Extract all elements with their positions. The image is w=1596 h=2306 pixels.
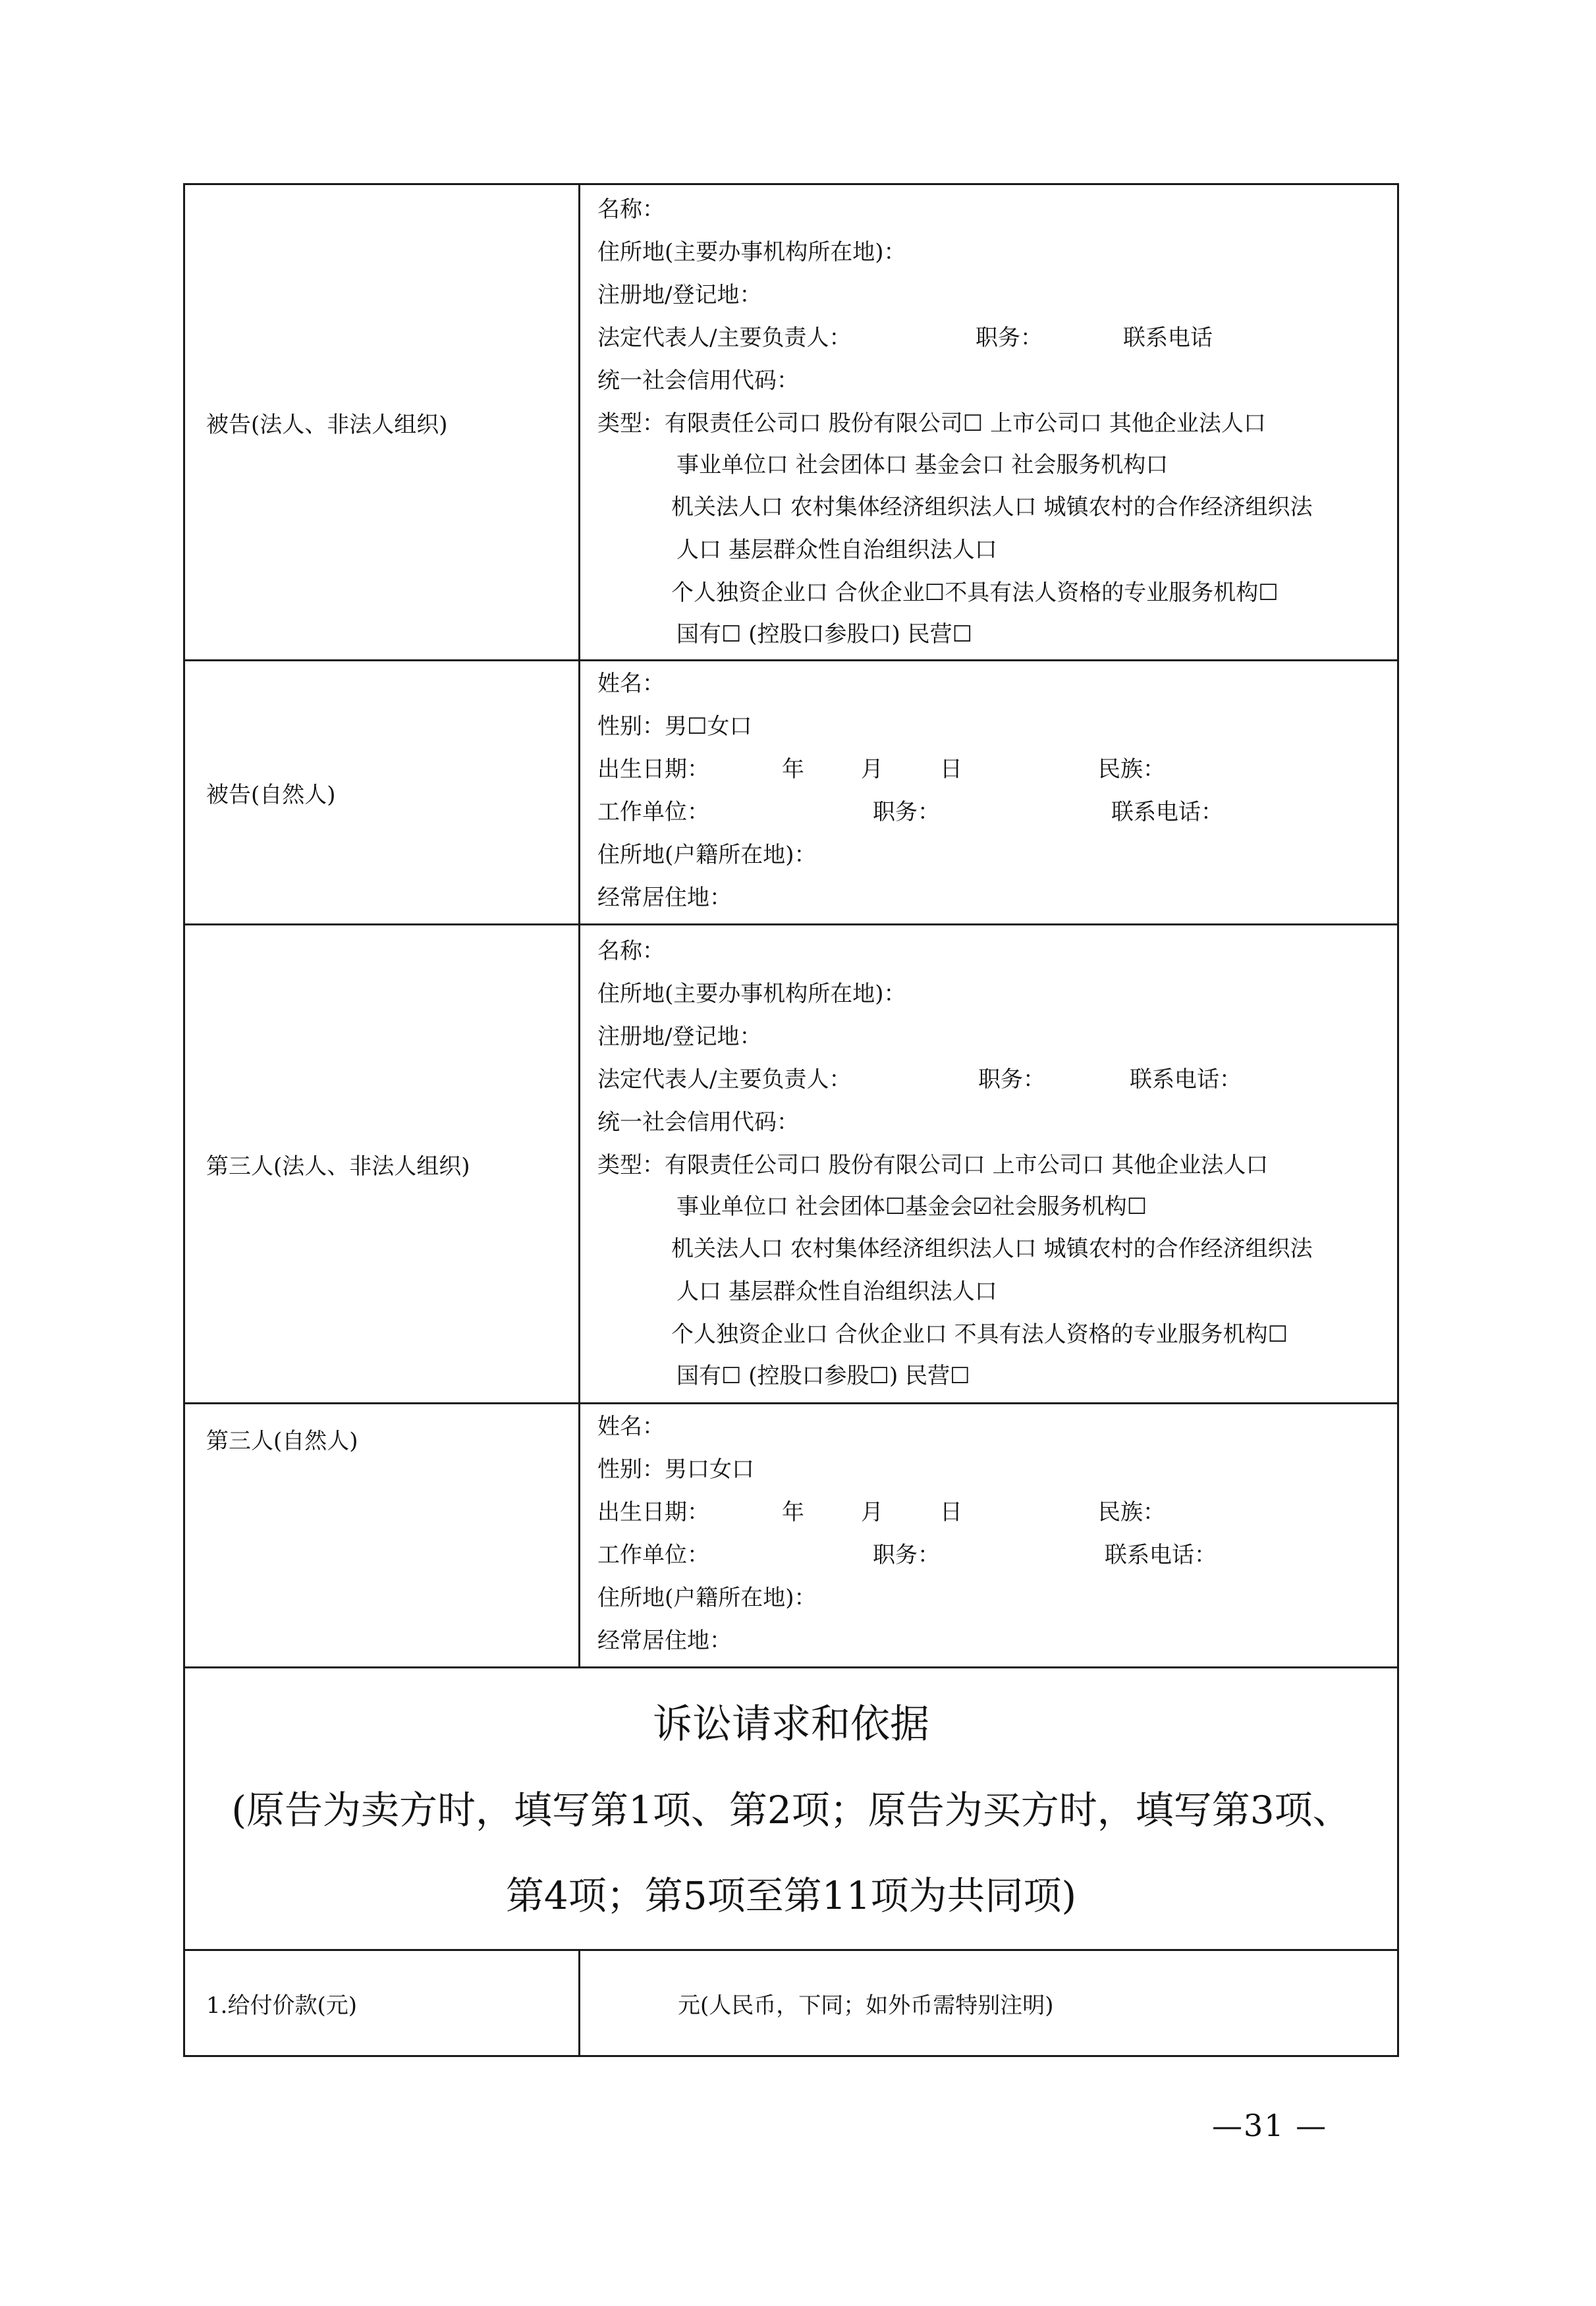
position-field: 职务： — [873, 799, 940, 825]
birth-year: 年 — [782, 1499, 804, 1525]
residence-field: 经常居住地： — [597, 885, 732, 911]
type-line-2: 事业单位口 社会团体☐基金会☑社会服务机构☐ — [676, 1193, 1147, 1220]
item-1-value: 元(人民币，下同；如外币需特别注明) — [580, 1950, 1398, 2056]
third-person-label: 第三人(自然人) — [184, 1404, 580, 1668]
section-note-line-2: 第4项；第5项至第11项为共同项) — [505, 1873, 1077, 1918]
section-title: 诉讼请求和依据 — [653, 1701, 929, 1747]
defendant-org-row — [184, 184, 1398, 661]
phone-field: 联系电话： — [1105, 1542, 1217, 1568]
claims-section-row — [184, 1668, 1398, 1950]
birth-month: 月 — [861, 1499, 883, 1525]
page-number: —31 — — [1212, 2108, 1328, 2143]
type-line-2: 事业单位口 社会团体口 基金会口 社会服务机构口 — [676, 451, 1169, 478]
type-line-3: 机关法人口 农村集体经济组织法人口 城镇农村的合作经济组织法 — [671, 1235, 1313, 1262]
defendant-person-label: 被告(自然人) — [184, 661, 580, 925]
position-field: 职务： — [873, 1542, 940, 1568]
name-field: 姓名： — [597, 1414, 665, 1440]
claims-section-header — [184, 1668, 1398, 1950]
type-line-3: 机关法人口 农村集体经济组织法人口 城镇农村的合作经济组织法 — [671, 493, 1313, 520]
phone-field: 联系电话： — [1130, 1066, 1242, 1093]
type-line-6: 国有☐ (控股口参股口) 民营☐ — [676, 620, 973, 647]
third-org-row — [184, 925, 1398, 1404]
legal-rep-field: 法定代表人/主要负责人： — [597, 1066, 852, 1093]
birth-year: 年 — [782, 756, 804, 782]
birth-label: 出生日期： — [597, 1499, 709, 1525]
name-field: 姓名： — [597, 671, 665, 697]
credit-code-field: 统一社会信用代码： — [597, 368, 799, 394]
employer-field: 工作单位： — [597, 1542, 709, 1568]
credit-code-field: 统一社会信用代码： — [597, 1109, 799, 1136]
type-line-6: 国有☐ (控股口参股☐) 民营☐ — [676, 1362, 970, 1389]
gender-field: 性别：男☐女口 — [597, 713, 752, 740]
domicile-field: 住所地(主要办事机构所在地)： — [597, 239, 906, 265]
birth-day: 日 — [940, 1499, 962, 1525]
defendant-org-label: 被告(法人、非法人组织) — [184, 184, 580, 661]
type-line-4: 人口 基层群众性自治组织法人口 — [676, 1278, 997, 1305]
ethnicity-field: 民族： — [1098, 756, 1165, 782]
section-note-line-1: (原告为卖方时，填写第1项、第2项；原告为买方时，填写第3项、 — [231, 1788, 1351, 1832]
type-line-1: 类型：有限责任公司口 股份有限公司口 上市公司口 其他企业法人口 — [597, 1152, 1269, 1178]
defendant-person-row — [184, 661, 1398, 925]
position-field: 职务： — [978, 1066, 1045, 1093]
third-org-fields — [580, 925, 1398, 1404]
registered-field: 注册地/登记地： — [597, 282, 762, 308]
domicile-field: 住所地(户籍所在地)： — [597, 1585, 817, 1611]
birth-label: 出生日期： — [597, 756, 709, 782]
domicile-field: 住所地(户籍所在地)： — [597, 842, 817, 868]
position-field: 职务： — [976, 325, 1043, 351]
third-person-row — [184, 1404, 1398, 1668]
registered-field: 注册地/登记地： — [597, 1024, 762, 1050]
type-line-5: 个人独资企业口 合伙企业☐不具有法人资格的专业服务机构☐ — [671, 579, 1279, 606]
defendant-person-fields — [580, 661, 1398, 925]
type-line-1: 类型：有限责任公司口 股份有限公司☐ 上市公司口 其他企业法人口 — [597, 410, 1266, 437]
name-field: 名称： — [597, 196, 665, 223]
ethnicity-field: 民族： — [1098, 1499, 1165, 1525]
form-table — [183, 183, 1399, 2057]
name-field: 名称： — [597, 938, 665, 964]
phone-field: 联系电话 — [1123, 325, 1213, 351]
domicile-field: 住所地(主要办事机构所在地)： — [597, 981, 906, 1007]
third-org-label: 第三人(法人、非法人组织) — [184, 925, 580, 1404]
employer-field: 工作单位： — [597, 799, 709, 825]
birth-month: 月 — [861, 756, 883, 782]
third-person-fields — [580, 1404, 1398, 1668]
type-line-5: 个人独资企业口 合伙企业口 不具有法人资格的专业服务机构☐ — [671, 1321, 1288, 1348]
residence-field: 经常居住地： — [597, 1628, 732, 1654]
type-line-4: 人口 基层群众性自治组织法人口 — [676, 536, 997, 563]
birth-day: 日 — [940, 756, 962, 782]
item-1-row — [184, 1950, 1398, 2056]
gender-field: 性别：男口女口 — [597, 1456, 754, 1483]
defendant-org-fields — [580, 184, 1398, 661]
phone-field: 联系电话： — [1111, 799, 1223, 825]
item-1-label: 1.给付价款(元) — [184, 1950, 580, 2056]
legal-rep-field: 法定代表人/主要负责人： — [597, 325, 852, 351]
